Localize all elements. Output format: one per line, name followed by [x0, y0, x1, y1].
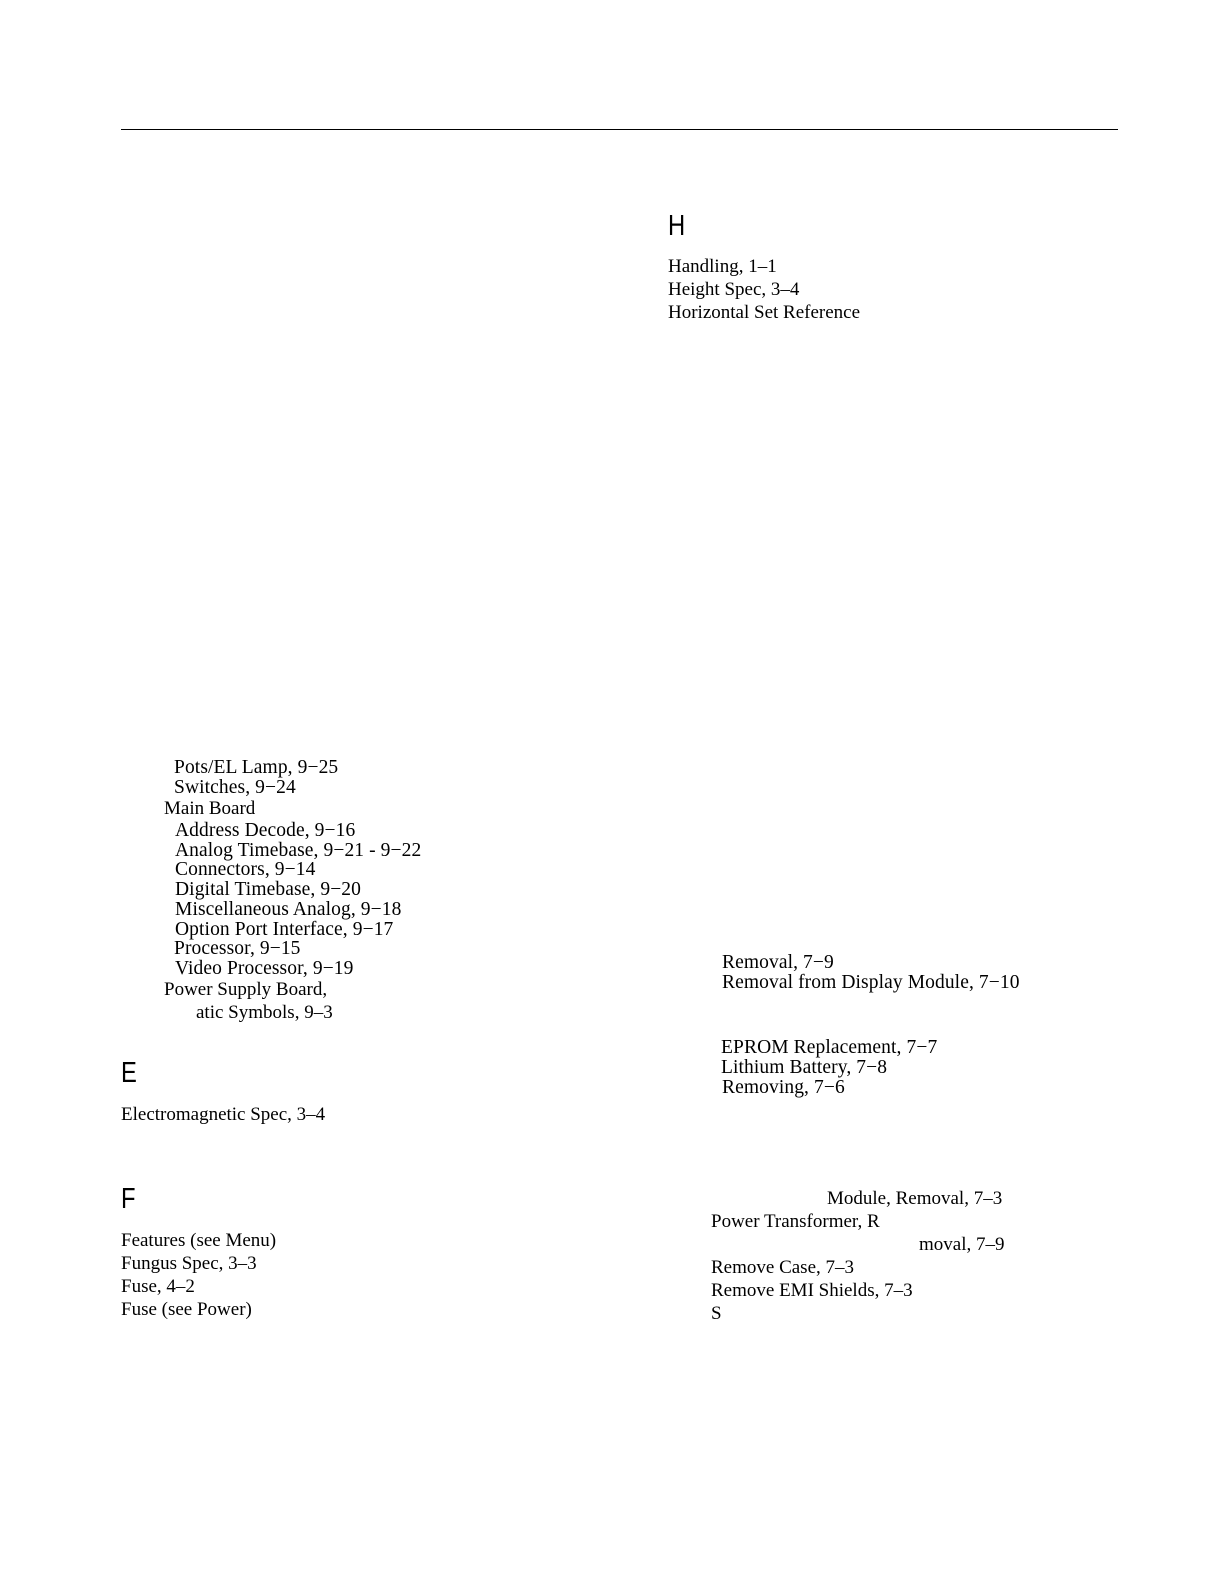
sub-entry-option-port-interface: Option Port Interface, 9−17 — [175, 919, 394, 940]
index-entry-electromagnetic-spec: Electromagnetic Spec, 3–4 — [121, 1104, 326, 1125]
sub-entry-removal-from-display-module: Removal from Display Module, 7−10 — [722, 972, 1020, 993]
section-letter-h: H — [668, 210, 686, 242]
sub-entry-removing: Removing, 7−6 — [722, 1077, 845, 1098]
header-rule — [121, 129, 1118, 130]
index-entry-schematic-symbols: atic Symbols, 9–3 — [196, 1002, 333, 1023]
sub-entry-removal: Removal, 7−9 — [722, 952, 834, 973]
sub-entry-miscellaneous-analog: Miscellaneous Analog, 9−18 — [175, 899, 402, 920]
index-entry-horizontal-set-reference: Horizontal Set Reference — [668, 302, 861, 323]
sub-entry-pots-el-lamp: Pots/EL Lamp, 9−25 — [174, 757, 339, 778]
index-entry-s-fragment: S — [711, 1303, 722, 1324]
index-entry-fuse: Fuse, 4–2 — [121, 1276, 195, 1297]
index-entry-remove-case: Remove Case, 7–3 — [711, 1257, 855, 1278]
section-letter-e: E — [121, 1057, 137, 1089]
sub-entry-processor: Processor, 9−15 — [174, 938, 301, 959]
index-entry-main-board: Main Board — [164, 798, 256, 819]
sub-entry-eprom-replacement: EPROM Replacement, 7−7 — [721, 1037, 938, 1058]
index-entry-height-spec: Height Spec, 3–4 — [668, 279, 800, 300]
index-entry-fuse-see-power: Fuse (see Power) — [121, 1299, 252, 1320]
sub-entry-connectors: Connectors, 9−14 — [175, 859, 316, 880]
index-entry-fungus-spec: Fungus Spec, 3–3 — [121, 1253, 257, 1274]
sub-entry-analog-timebase: Analog Timebase, 9−21 - 9−22 — [175, 840, 422, 861]
sub-entry-digital-timebase: Digital Timebase, 9−20 — [175, 879, 361, 900]
section-letter-f: F — [121, 1183, 136, 1215]
sub-entry-switches: Switches, 9−24 — [174, 777, 296, 798]
index-entry-moval: moval, 7–9 — [919, 1234, 1005, 1255]
index-entry-module-removal: Module, Removal, 7–3 — [827, 1188, 1003, 1209]
sub-entry-address-decode: Address Decode, 9−16 — [175, 820, 356, 841]
index-entry-power-supply-board: Power Supply Board, — [164, 979, 328, 1000]
index-entry-power-transformer: Power Transformer, R — [711, 1211, 880, 1232]
sub-entry-video-processor: Video Processor, 9−19 — [175, 958, 354, 979]
sub-entry-lithium-battery: Lithium Battery, 7−8 — [721, 1057, 888, 1078]
index-entry-handling: Handling, 1–1 — [668, 256, 777, 277]
index-entry-remove-emi-shields: Remove EMI Shields, 7–3 — [711, 1280, 913, 1301]
index-entry-features: Features (see Menu) — [121, 1230, 277, 1251]
